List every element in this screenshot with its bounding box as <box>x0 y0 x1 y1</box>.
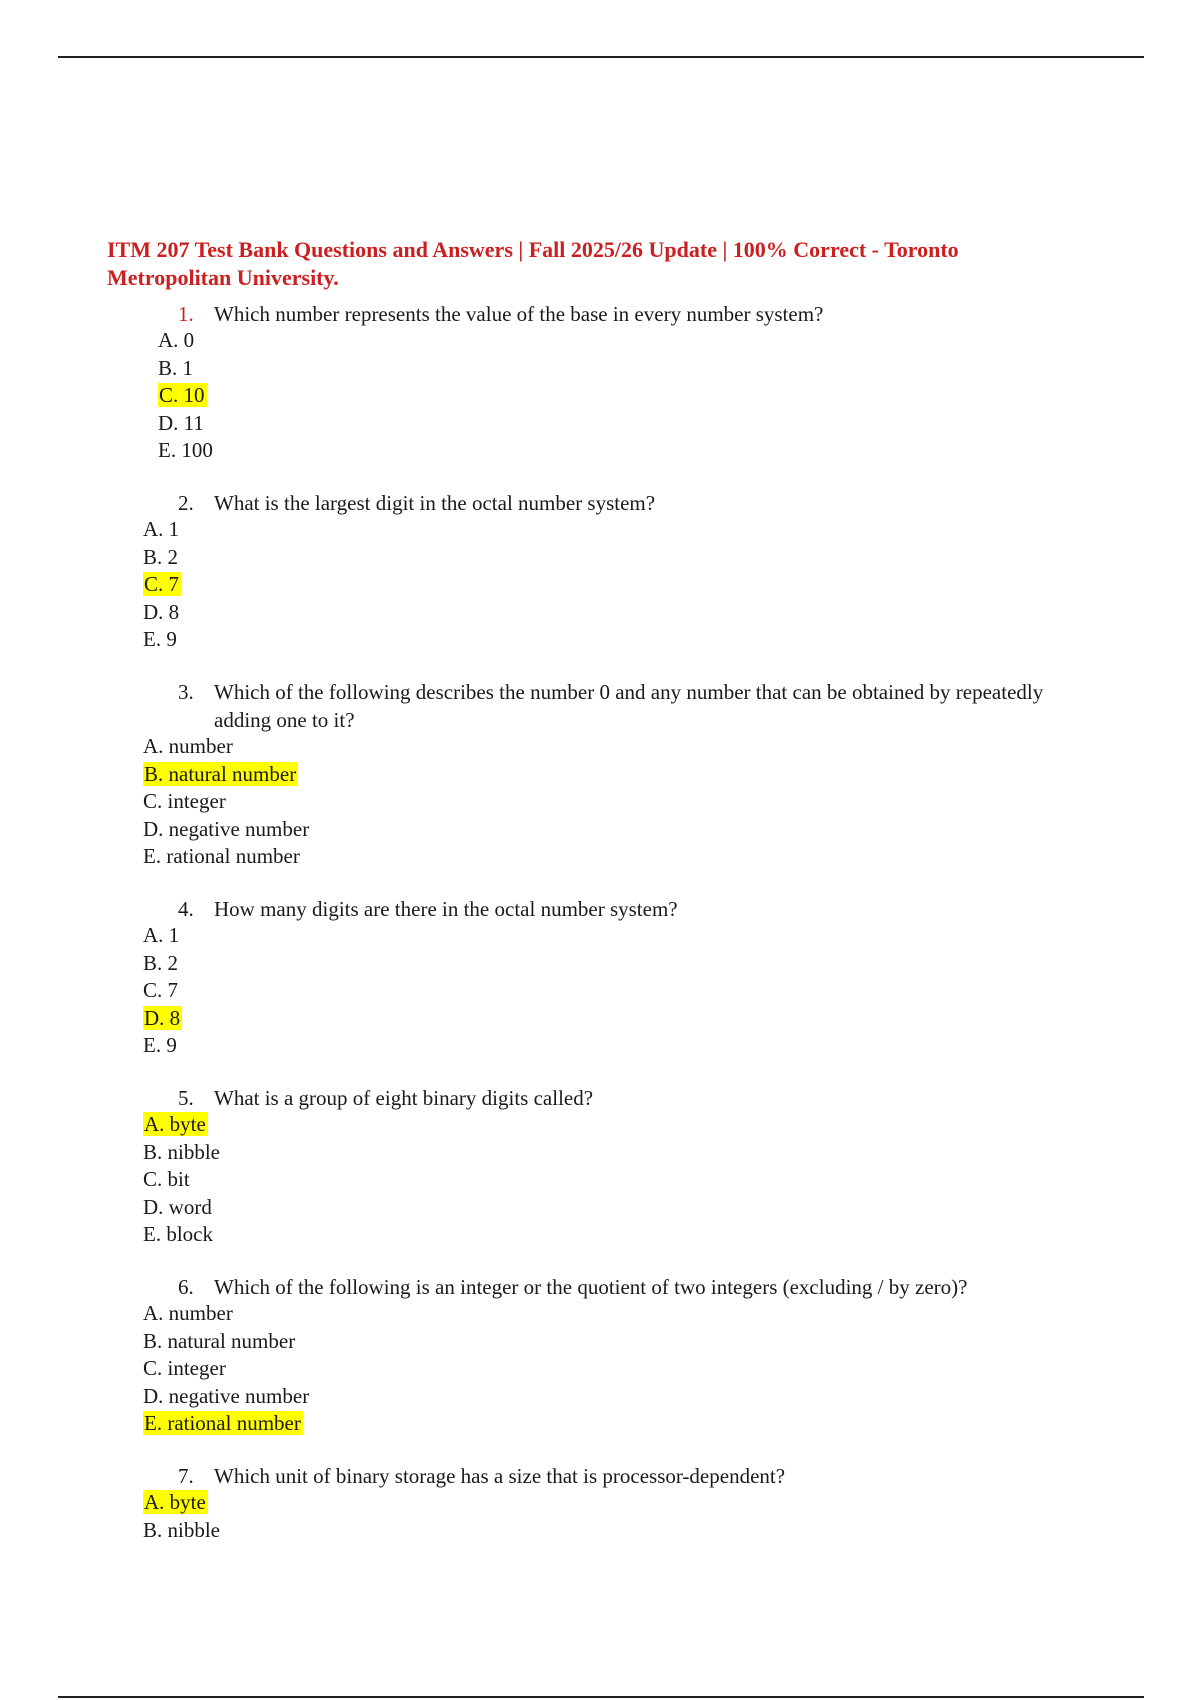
question-7 <box>178 1462 1078 1490</box>
bottom-rule <box>58 1696 1144 1698</box>
option: C. bit <box>143 1167 190 1191</box>
option: D. negative number <box>143 816 310 841</box>
option: B. 2 <box>143 544 179 569</box>
option-correct: D. 8 <box>144 1005 181 1030</box>
option: A. number <box>143 1301 233 1325</box>
question-3-options <box>143 733 309 871</box>
option: B. nibble <box>143 1517 220 1542</box>
question-6 <box>178 1273 1078 1301</box>
option: D. 11 <box>158 410 204 435</box>
question-text: Which of the following is an integer or the quotient of two integers (excluding / by zero)? <box>214 1275 968 1299</box>
option: D. word <box>143 1194 212 1219</box>
question-text: What is the largest digit in the octal number system? <box>214 491 656 515</box>
question-1-options <box>158 327 213 465</box>
question-number: 4. <box>178 897 194 921</box>
option: A. 0 <box>158 328 195 352</box>
question-5-options <box>143 1111 220 1249</box>
question-4-options <box>143 922 182 1060</box>
option-correct: A. byte <box>144 1490 206 1514</box>
option: D. 8 <box>143 599 180 624</box>
question-2 <box>178 489 1078 517</box>
question-1 <box>178 300 1078 328</box>
option: D. negative number <box>143 1383 310 1408</box>
question-number: 3. <box>178 680 194 704</box>
option: B. natural number <box>143 1328 296 1353</box>
question-text: How many digits are there in the octal number system? <box>214 897 678 921</box>
option-correct: C. 10 <box>159 383 205 407</box>
option: E. block <box>143 1222 213 1246</box>
option: B. 2 <box>143 950 179 975</box>
question-text: Which of the following describes the number 0 and any number that can be obtained by repeatedly adding one to it? <box>214 680 1044 732</box>
option: B. 1 <box>158 355 194 380</box>
option: C. 7 <box>143 978 179 1002</box>
option: A. 1 <box>143 517 180 541</box>
option: B. nibble <box>143 1139 220 1164</box>
option: E. rational number <box>143 844 300 868</box>
option: A. number <box>143 734 233 758</box>
question-text: Which number represents the value of the base in every number system? <box>214 302 824 326</box>
option-correct: A. byte <box>144 1112 206 1136</box>
question-number: 6. <box>178 1275 194 1299</box>
option: A. 1 <box>143 923 180 947</box>
option: E. 100 <box>158 438 213 462</box>
question-7-options <box>143 1489 220 1544</box>
question-2-options <box>143 516 181 654</box>
option: E. 9 <box>143 627 177 651</box>
question-5 <box>178 1084 1078 1112</box>
question-number: 2. <box>178 491 194 515</box>
question-number: 1. <box>178 302 194 326</box>
document-title: ITM 207 Test Bank Questions and Answers | Fall 2025/26 Update | 100% Correct - Toronto Metropolitan University. <box>107 237 959 290</box>
question-number: 5. <box>178 1086 194 1110</box>
question-3 <box>178 678 1078 734</box>
option: C. integer <box>143 789 226 813</box>
option: C. integer <box>143 1356 226 1380</box>
option-correct: C. 7 <box>144 572 180 596</box>
question-text: Which unit of binary storage has a size that is processor-dependent? <box>214 1464 786 1488</box>
question-text: What is a group of eight binary digits called? <box>214 1086 594 1110</box>
top-rule <box>58 56 1144 58</box>
question-number: 7. <box>178 1464 194 1488</box>
option: E. 9 <box>143 1033 177 1057</box>
question-4 <box>178 895 1078 923</box>
question-6-options <box>143 1300 309 1438</box>
option-correct: B. natural number <box>144 761 297 786</box>
option-correct: E. rational number <box>144 1411 301 1435</box>
